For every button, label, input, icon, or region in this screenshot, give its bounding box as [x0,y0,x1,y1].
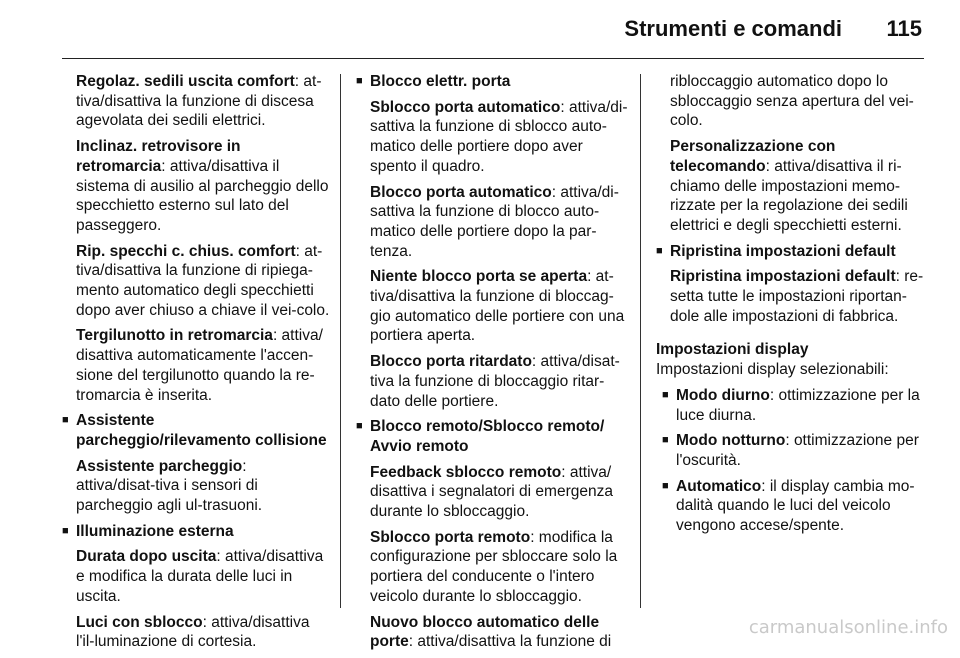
paragraph [656,137,926,236]
term: Modo diurno [676,386,770,404]
term: Assistente parcheggio [76,457,243,475]
term: Tergilunotto in retromarcia [76,327,273,345]
paragraph [356,528,628,607]
paragraph [356,463,628,522]
term: Regolaz. sedili uscita comfort [76,73,295,90]
description: : re-setta tutte le impostazioni riportan-dole alle impostazioni di fabbrica. [670,268,924,325]
paragraph [62,137,330,236]
page-header [0,0,960,64]
header-title: Strumenti e comandi [624,16,842,41]
bullet-heading: ■ Illuminazione esterna [62,522,330,542]
description: : at-tiva/disattiva la funzione di bloccag-gio automatico delle portiere con una portiera aperta. [370,268,625,345]
paragraph [656,267,926,326]
bullet-heading: ■ Ripristina impostazioni default [656,242,926,262]
description: : at-tiva/disattiva la funzione di discesa agevolata dei sedili elettrici. [76,73,322,130]
paragraph [62,72,330,131]
description: : attiva/di-sattiva la funzione di blocco auto-matico delle portiere dopo la par-tenza. [370,183,619,260]
page-number: 115 [886,16,922,41]
paragraph [62,613,330,652]
term: Durata dopo uscita [76,548,217,566]
section-title: Impostazioni display [656,341,809,359]
paragraph [62,242,330,321]
list-item [662,477,926,536]
paragraph [356,98,628,177]
description: : ottimizzazione per la luce diurna. [676,386,920,424]
column-divider [340,74,341,608]
bullet-heading: ■ Assistente parcheggio/rilevamento collisione [62,411,330,450]
paragraph [356,352,628,411]
term: Feedback sblocco remoto [370,463,562,481]
term: Sblocco porta remoto [370,528,531,546]
paragraph: ribloccaggio automatico dopo lo sbloccaggio senza apertura del vei-colo. [670,73,914,130]
paragraph [356,183,628,262]
bullet-heading: ■ Blocco remoto/Sblocco remoto/ Avvio remoto [356,417,628,456]
description: : attiva/ disattiva automaticamente l'accen-sione del tergilunotto quando la re-tromarcia è inserita. [76,327,323,404]
column-2 [356,72,628,658]
term: Ripristina impostazioni default [670,268,896,286]
column-divider [640,74,641,608]
list-item [662,431,926,470]
description: : attiva/ disattiva i segnalatori di emergenza durante lo sbloccaggio. [370,463,613,521]
list-item [662,386,926,425]
section-intro: Impostazioni display selezionabili: [656,361,889,379]
term: Automatico [676,477,762,495]
description: : modifica la configurazione per sbloccare solo la portiera del conducente o l'intero veicolo durante lo sbloccaggio. [370,528,618,605]
term: Niente blocco porta se aperta [370,268,588,286]
description: : attiva/disattiva la funzione di [408,633,612,651]
term: Rip. specchi c. chius. comfort [76,242,296,260]
term: Inclinaz. retrovisore in retromarcia [76,138,241,175]
term: Blocco porta automatico [370,183,552,201]
term: Luci con sblocco [76,613,203,631]
description: : il display cambia mo-dalità quando le luci del veicolo vengono accese/spente. [676,477,915,535]
paragraph [62,457,330,516]
description: : attiva/disat-tiva la funzione di bloccaggio ritar-dato delle portiere. [370,353,620,410]
description: : attiva/disat-tiva i sensori di parcheggio agli ul-trasuoni. [76,457,263,515]
description: : attiva/disattiva e modifica la durata delle luci in uscita. [76,548,324,605]
term: Personalizzazione con telecomando [670,138,836,175]
description: : attiva/di-sattiva la funzione di sblocco auto-matico delle portiere dopo aver spento il quadro. [370,98,628,175]
column-3 [656,72,926,542]
paragraph [356,613,628,652]
term: Blocco porta ritardato [370,353,532,371]
term: Sblocco porta automatico [370,98,561,116]
paragraph [62,326,330,405]
paragraph [356,267,628,346]
paragraph [62,547,330,606]
column-1 [62,72,330,658]
description: : ottimizzazione per l'oscurità. [676,432,919,469]
watermark: carmanualsonline.info [748,617,948,638]
header-rule [62,58,924,59]
description: : at-tiva/disattiva la funzione di ripiega-mento automatico degli specchietti dopo aver chiuso a chiave il vei-colo. [76,242,330,319]
description: : attiva/disattiva il ri-chiamo delle impostazioni memo-rizzate per la regolazione dei sedili elettrici e degli specchietti esterni. [670,157,908,234]
term: Modo notturno [676,432,786,450]
bullet-heading: ■ Blocco elettr. porta [356,72,628,92]
term: Nuovo blocco automatico delle porte [370,613,600,651]
description: : attiva/disattiva l'il-luminazione di cortesia. [76,613,310,651]
description: : attiva/disattiva il sistema di ausilio al parcheggio dello specchietto esterno sul lato del passeggero. [76,157,329,234]
